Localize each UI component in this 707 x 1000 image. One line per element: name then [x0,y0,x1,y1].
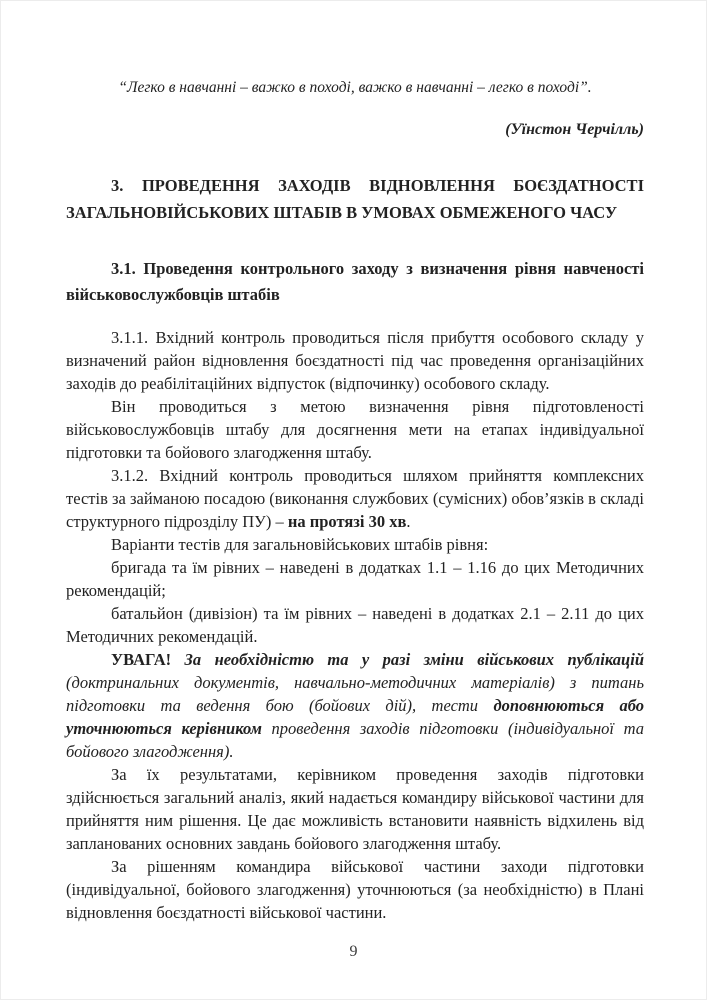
attention-label: УВАГА! [111,650,185,669]
page-number: 9 [349,943,358,960]
paragraph-3-1-2 [66,464,644,533]
paragraph-3-1-1: 3.1.1. Вхідний контроль проводиться після прибуття особового складу у визначений район відновлення боєздатності під час проведення організаційних заходів до реабілітаційних відпусток (відпочинку) особового складу. [66,328,644,393]
paragraph-decision: За рішенням командира військової частини заходи підготовки (індивідуальної, бойового злагодження) уточнюються (за необхідністю) в Плані відновлення боєздатності військової частини. [66,857,644,922]
paragraph-purpose: Він проводиться з метою визначення рівня підготовленості військовослужбовців штабу для досягнення мети на етапах індивідуальної підготовки та бойового злагодження штабу. [66,397,644,462]
epigraph-attribution: (Уїнстон Черчілль) [505,121,644,138]
paragraph-3-1-2-start: 3.1.2. Вхідний контроль проводиться шляхом прийняття комплексних тестів за займаною посадою (виконання службових (сумісних) обов’язків в складі структурного підрозділу ПУ) – [66,466,644,531]
attention-italic-2: проведення заходів підготовки (індивідуальної та бойового злагодження). [66,719,644,761]
paragraph-variant-battalion: батальйон (дивізіон) та їм рівних – наведені в додатках 2.1 – 2.11 до цих Методичних рекомендацій. [66,604,644,646]
attention-italic-1: (доктринальних документів, навчально-методичних матеріалів) з питань підготовки та ведення бою (бойових дій), тести [66,673,644,715]
paragraph-3-1-2-bold-duration: на протязі 30 хв [287,512,407,531]
paragraph-results: За їх результатами, керівником проведення заходів підготовки здійснюється загальний аналіз, який надається командиру військової частини для прийняття ним рішення. Це дає можливість встановити наявність відхилень від запланованих основних завдань бойового злагодження штабу. [66,765,644,853]
chapter-heading: 3. ПРОВЕДЕННЯ ЗАХОДІВ ВІДНОВЛЕННЯ БОЄЗДАТНОСТІ ЗАГАЛЬНОВІЙСЬКОВИХ ШТАБІВ В УМОВАХ ОБМЕЖЕНОГО ЧАСУ [66,176,644,222]
paragraph-variants-intro: Варіанти тестів для загальновійськових штабів рівня: [111,535,489,554]
paragraph-3-1-2-end: . [406,512,411,531]
paragraph-attention [66,648,644,763]
epigraph-quote: “Легко в навчанні – важко в поході, важко в навчанні – легко в поході”. [118,79,592,96]
paragraph-variant-brigade: бригада та їм рівних – наведені в додатках 1.1 – 1.16 до цих Методичних рекомендацій; [66,558,644,600]
attention-bold-italic-2: доповнюються або уточнюються керівником [66,696,645,738]
attention-bold-italic-1: За необхідністю та у разі зміни військових публікацій [184,650,644,669]
section-heading: 3.1. Проведення контрольного заходу з визначення рівня навченості військовослужбовців штабів [66,259,644,304]
